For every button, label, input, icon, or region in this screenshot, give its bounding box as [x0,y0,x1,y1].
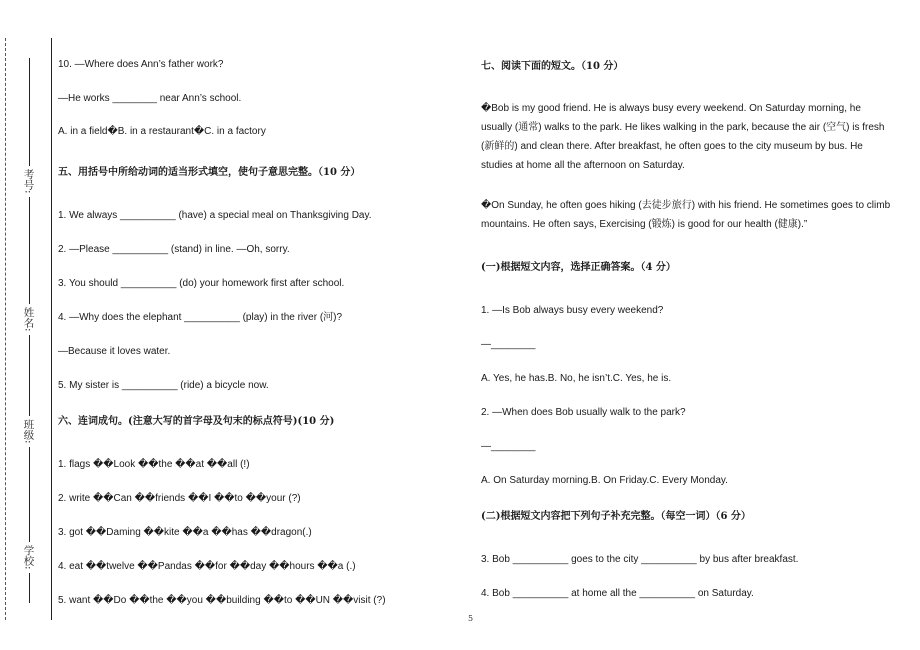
reading-q4: 4. Bob __________ at home all the __________ on Saturday. [481,588,754,599]
reading-q2-blank: —________ [481,441,536,452]
section-6-q3: 3. got ��Daming ��kite ��a ��has ��dragon(.) [58,527,312,538]
q10-question: 10. —Where does Ann’s father work? [58,59,224,70]
part-1-title: (一)根据短文内容，选择正确答案。（4 分） [481,262,676,273]
part-2-title: (二)根据短文内容把下列句子补充完整。（每空一词）（6 分） [481,511,751,522]
reading-q1-blank: —________ [481,339,536,350]
reading-q3: 3. Bob __________ goes to the city __________ by bus after breakfast. [481,554,799,565]
student-name-blank [29,228,30,304]
section-5-q1: 1. We always __________ (have) a special meal on Thanksgiving Day. [58,210,372,221]
section-5-q2: 2. —Please __________ (stand) in line. —Oh, sorry. [58,244,290,255]
school-label: 学校: [22,545,35,570]
class-field[interactable] [18,362,40,487]
section-5-q3: 3. You should __________ (do) your homework first after school. [58,278,345,289]
binding-line-solid [51,38,52,620]
exam-number-label: 考号: [22,169,35,194]
section-5-title: 五、用括号中所给动词的适当形式填空，使句子意思完整。（10 分） [58,167,361,178]
q10-options: A. in a field�B. in a restaurant�C. in a factory [58,126,266,137]
student-name-field[interactable] [18,228,40,375]
reading-paragraph-2: �On Sunday, he often goes hiking (去徒步旅行) with his friend. He sometimes goes to climb mountains. He often says, Exercising (锻炼) is good for our health (健康).” [481,200,891,230]
school-blank-tail [29,573,30,603]
section-5-q4-reply: —Because it loves water. [58,346,171,357]
school-blank [29,486,30,542]
section-5-q5: 5. My sister is __________ (ride) a bicycle now. [58,380,269,391]
class-blank [29,362,30,416]
section-6-q1: 1. flags ��Look ��the ��at ��all (!) [58,459,250,470]
class-label: 班级: [22,419,35,444]
reading-q2: 2. —When does Bob usually walk to the park? [481,407,686,418]
section-6-q5: 5. want ��Do ��the ��you ��building ��to ��UN ��visit (?) [58,595,386,606]
reading-paragraph-1: �Bob is my good friend. He is always busy every weekend. On Saturday morning, he usually (通常) walks to the park. He likes walking in the park, because the air (空气) is fresh (新鲜的) and clean there. After breakfast, he often goes to the city museum by bus. He studies at home all the afternoon on Saturday. [481,103,885,171]
student-name-label: 姓名: [22,307,35,332]
class-blank-tail [29,447,30,487]
binding-margin [0,0,56,650]
section-7-title: 七、阅读下面的短文。（10 分） [481,61,624,72]
section-5-q4: 4. —Why does the elephant __________ (play) in the river (河)? [58,312,343,323]
exam-number-field[interactable] [18,58,40,233]
reading-q1: 1. —Is Bob always busy every weekend? [481,305,664,316]
exam-number-blank [29,58,30,166]
q10-answer: —He works ________ near Ann’s school. [58,93,242,104]
cut-line-dashed [5,38,6,620]
reading-q2-options: A. On Saturday morning.B. On Friday.C. Every Monday. [481,475,728,486]
section-6-q4: 4. eat ��twelve ��Pandas ��for ��day ��hours ��a (.) [58,561,356,572]
school-field[interactable] [18,486,40,603]
reading-q1-options: A. Yes, he has.B. No, he isn’t.C. Yes, he is. [481,373,672,384]
section-6-title: 六、连词成句。(注意大写的首字母及句末的标点符号)(10 分) [58,416,335,427]
section-6-q2: 2. write ��Can ��friends ��I ��to ��your (?) [58,493,301,504]
page-number: 5 [468,614,474,623]
